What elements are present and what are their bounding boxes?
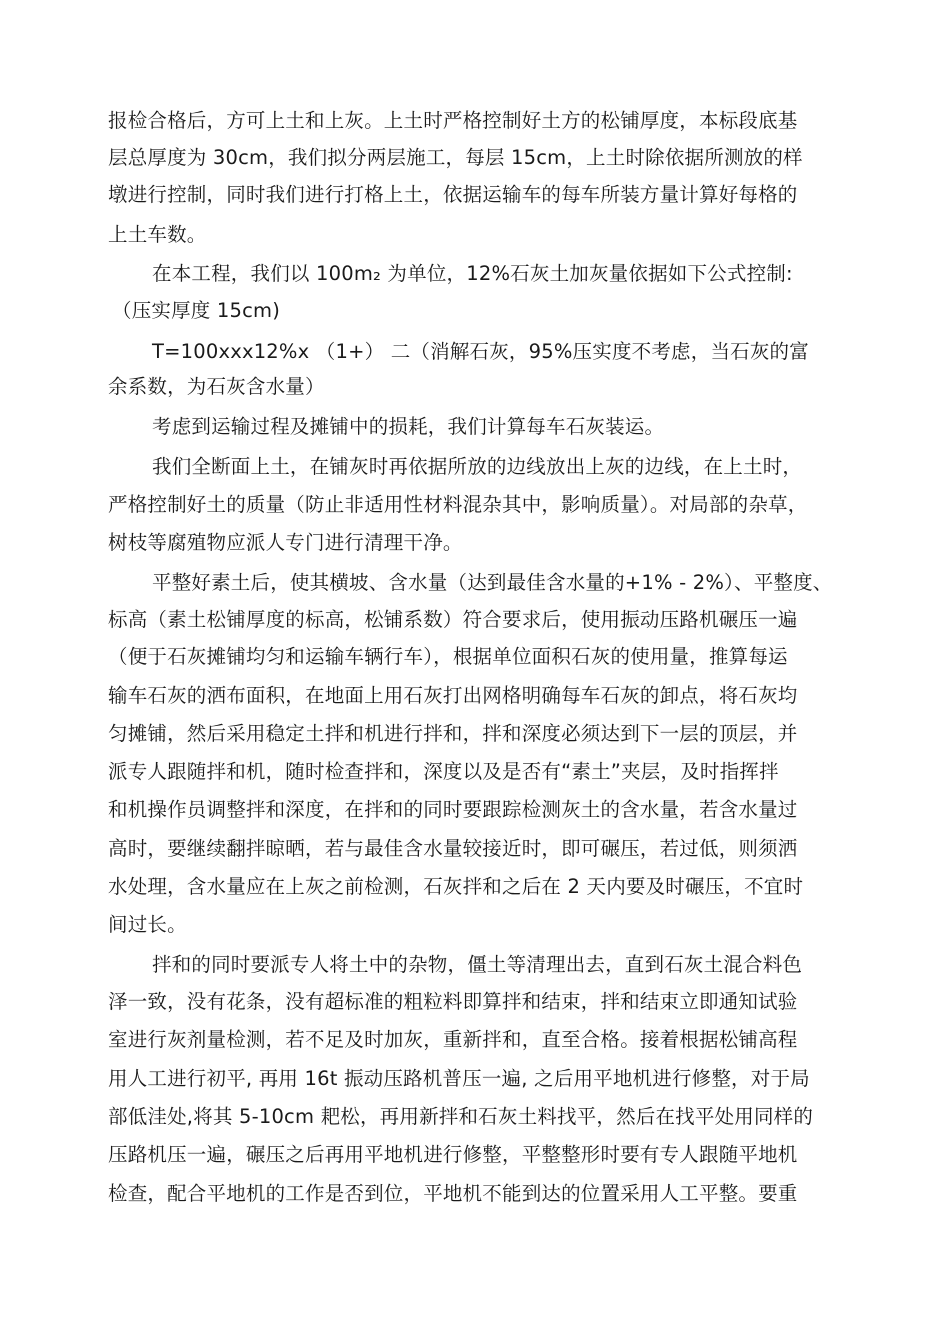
text-line: 泽一致，没有花条，没有超标准的粗粒料即算拌和结束，拌和结束立即通知试验 <box>108 990 798 1013</box>
text-line: 我们全断面上土，在铺灰时再依据所放的边线放出上灰的边线，在上土时， <box>152 455 803 478</box>
text-line: 部低洼处,将其 5-10cm 耙松，再用新拌和石灰土料找平，然后在找平处用同样的 <box>108 1105 814 1128</box>
text-line: 报检合格后，方可上土和上灰。上土时严格控制好土方的松铺厚度，本标段底基 <box>108 109 798 132</box>
text-line: 平整好素土后，使其横坡、含水量（达到最佳含水量的+1% - 2%）、平整度、 <box>152 571 833 594</box>
text-line: 标高（素土松铺厚度的标高，松铺系数）符合要求后，使用振动压路机碾压一遍 <box>108 608 798 631</box>
text-line: 层总厚度为 30cm，我们拟分两层施工，每层 15cm，上土时除依据所测放的样 <box>108 146 803 169</box>
text-line: 检查，配合平地机的工作是否到位，平地机不能到达的位置采用人工平整。要重 <box>108 1182 798 1205</box>
text-line: 上土车数。 <box>108 223 207 246</box>
text-line: 派专人跟随拌和机，随时检查拌和，深度以及是否有“素土”夹层，及时指挥拌 <box>108 760 779 783</box>
text-line: 高时，要继续翻拌晾晒，若与最佳含水量较接近时，即可碾压，若过低，则须洒 <box>108 837 798 860</box>
text-line: 拌和的同时要派专人将土中的杂物，僵土等清理出去，直到石灰土混合料色 <box>152 953 803 976</box>
text-line: 考虑到运输过程及摊铺中的损耗，我们计算每车石灰装运。 <box>152 415 665 438</box>
text-line: 间过长。 <box>108 913 187 936</box>
text-line: 在本工程，我们以 100m₂ 为单位，12%石灰土加灰量依据如下公式控制: <box>152 262 793 285</box>
text-line: 输车石灰的洒布面积，在地面上用石灰打出网格明确每车石灰的卸点，将石灰均 <box>108 684 798 707</box>
text-line: （压实厚度 15cm) <box>112 299 281 322</box>
text-line: 和机操作员调整拌和深度，在拌和的同时要跟踪检测灰土的含水量，若含水量过 <box>108 798 798 821</box>
text-line: 匀摊铺，然后采用稳定土拌和机进行拌和，拌和深度必须达到下一层的顶层，并 <box>108 722 798 745</box>
text-line: 用人工进行初平, 再用 16t 振动压路机普压一遍, 之后用平地机进行修整，对于局 <box>108 1067 810 1090</box>
text-line: 室进行灰剂量检测，若不足及时加灰，重新拌和，直至合格。接着根据松铺高程 <box>108 1028 798 1051</box>
text-line: T=100xxx12%x （1+） 二（消解石灰，95%压实度不考虑，当石灰的富 <box>152 340 809 363</box>
text-line: 余系数，为石灰含水量） <box>108 375 325 398</box>
text-line: 墩进行控制，同时我们进行打格上土，依据运输车的每车所装方量计算好每格的 <box>108 183 798 206</box>
text-line: 水处理，含水量应在上灰之前检测，石灰拌和之后在 2 天内要及时碾压，不宜时 <box>108 875 804 898</box>
text-line: 严格控制好土的质量（防止非适用性材料混杂其中，影响质量）。对局部的杂草， <box>108 493 808 516</box>
text-line: 树枝等腐殖物应派人专门进行清理干净。 <box>108 531 463 554</box>
text-line: 压路机压一遍，碾压之后再用平地机进行修整，平整整形时要有专人跟随平地机 <box>108 1143 798 1166</box>
text-line: （便于石灰摊铺均匀和运输车辆行车），根据单位面积石灰的使用量，推算每运 <box>108 645 788 668</box>
